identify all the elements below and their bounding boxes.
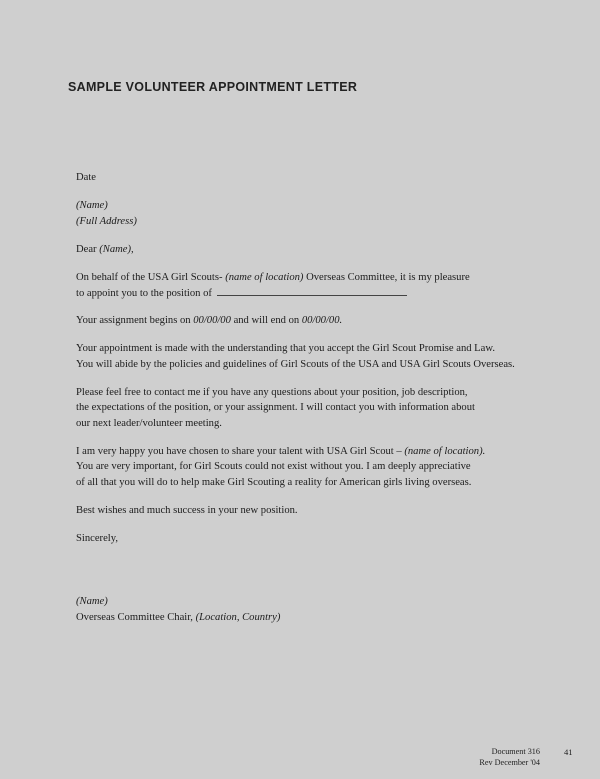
letter-body xyxy=(76,170,546,625)
document-footer xyxy=(458,747,540,768)
recipient-name: (Name) xyxy=(76,200,108,211)
paragraph-5-line-1: I am very happy you have chosen to share your talent with USA Girl Scout – (name of location). xyxy=(76,445,486,457)
paragraph-6: Best wishes and much success in your new position. xyxy=(76,504,298,516)
document-number: Document 316 xyxy=(491,747,540,756)
paragraph-1-line-1: On behalf of the USA Girl Scouts- (name of location) Overseas Committee, it is my pleasure xyxy=(76,271,470,283)
paragraph-1-line-2: to appoint you to the position of xyxy=(76,285,546,301)
paragraph-3-line-2: You will abide by the policies and guidelines of Girl Scouts of the USA and USA Girl Scouts Overseas. xyxy=(76,358,515,370)
revision-date: Rev December '04 xyxy=(479,757,540,767)
paragraph-4-line-1: Please feel free to contact me if you have any questions about your position, job description, xyxy=(76,386,468,398)
position-blank-line xyxy=(217,285,407,296)
letter-date: Date xyxy=(76,172,96,183)
paragraph-2: Your assignment begins on 00/00/00 and will end on 00/00/00. xyxy=(76,315,343,326)
signature-title: Overseas Committee Chair, (Location, Country) xyxy=(76,611,281,623)
paragraph-5-line-3: of all that you will do to help make Girl Scouting a reality for American girls living overseas. xyxy=(76,476,472,488)
salutation: Dear (Name), xyxy=(76,243,134,255)
paragraph-4-line-2: the expectations of the position, or your assignment. I will contact you with information about xyxy=(76,402,475,413)
recipient-address: (Full Address) xyxy=(76,215,137,227)
closing: Sincerely, xyxy=(76,532,118,544)
paragraph-4-line-3: our next leader/volunteer meeting. xyxy=(76,417,222,429)
paragraph-5-line-2: You are very important, for Girl Scouts could not exist without you. I am deeply appreciative xyxy=(76,461,471,472)
paragraph-3-line-1: Your appointment is made with the understanding that you accept the Girl Scout Promise and Law. xyxy=(76,343,495,354)
page-number: 41 xyxy=(564,747,573,757)
page-title: SAMPLE VOLUNTEER APPOINTMENT LETTER xyxy=(68,80,358,94)
signature-name: (Name) xyxy=(76,596,108,607)
